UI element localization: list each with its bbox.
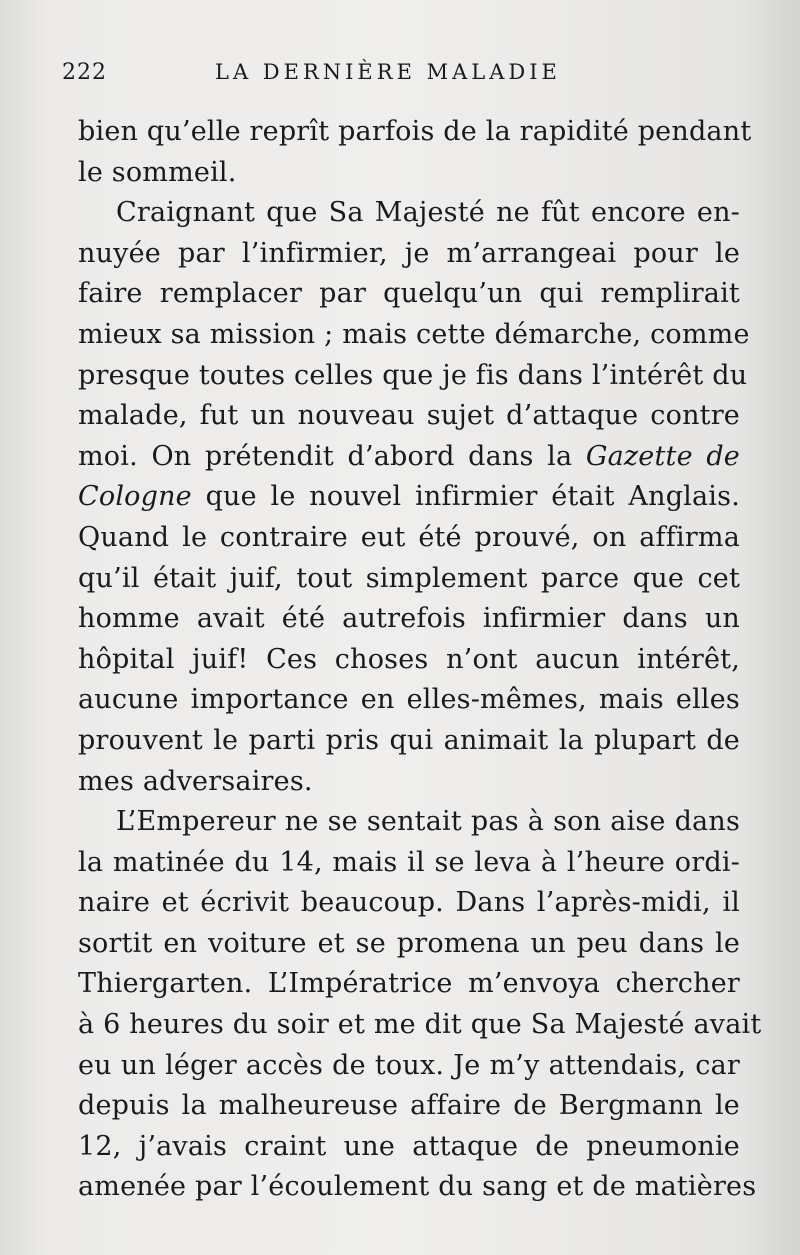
line-text: mes adversaires. — [78, 765, 313, 797]
line-text: à 6 heures du soir et me dit que Sa Majesté avait — [78, 1009, 762, 1041]
text-line — [78, 843, 740, 884]
text-line — [78, 112, 752, 153]
text-line — [78, 1046, 740, 1087]
line-text: prouvent le parti pris qui animait la plupart de — [78, 724, 740, 756]
text-line — [78, 356, 748, 397]
text-line — [78, 234, 740, 275]
text-line — [78, 964, 740, 1005]
line-text: Quand le contraire eut été prouvé, on affirma — [78, 521, 740, 553]
line-text: le sommeil. — [78, 156, 237, 188]
line-text: naire et écrivit beaucoup. Dans l’après-midi, il — [78, 887, 740, 919]
line-text: bien qu’elle reprît parfois de la rapidité pendant — [78, 116, 752, 147]
line-text: faire remplacer par quelqu’un qui remplirait — [78, 278, 740, 310]
line-text: la matinée du 14, mais il se leva à l’heure ordi- — [78, 846, 740, 878]
line-text: que le nouvel infirmier était Anglais. — [191, 481, 740, 513]
line-text: mieux sa mission ; mais cette démarche, comme — [78, 318, 750, 350]
line-text: Thiergarten. L’Impératrice m’envoya chercher — [78, 968, 740, 1000]
text-line — [78, 477, 740, 518]
text-line — [78, 274, 740, 315]
italic-text: Gazette de — [585, 440, 740, 472]
text-line — [78, 883, 740, 924]
text-line — [78, 1005, 762, 1046]
text-line — [78, 396, 740, 437]
page-number: 222 — [62, 60, 107, 85]
text-line — [78, 924, 740, 965]
text-line — [78, 640, 740, 681]
line-text: eu un léger accès de toux. Je m’y attendais, car — [78, 1049, 740, 1081]
running-head — [60, 60, 750, 90]
italic-text: Cologne — [78, 481, 192, 513]
text-line — [78, 193, 740, 234]
text-line — [78, 153, 740, 194]
text-line — [78, 1127, 740, 1168]
line-text: moi. On prétendit d’abord dans la — [78, 440, 586, 472]
line-text: aucune importance en elles-mêmes, mais elles — [78, 684, 740, 716]
text-line — [78, 721, 740, 762]
line-text: homme avait été autrefois infirmier dans un — [78, 603, 740, 635]
text-line — [78, 762, 740, 803]
line-text: Craignant que Sa Majesté ne fût encore en- — [116, 197, 740, 229]
line-text: nuyée par l’infirmier, je m’arrangeai pour le — [78, 237, 740, 269]
line-text: hôpital juif! Ces choses n’ont aucun intérêt, — [78, 643, 740, 675]
text-line — [78, 1086, 740, 1127]
text-line — [78, 680, 740, 721]
body-text — [78, 112, 762, 1208]
line-text: qu’il était juif, tout simplement parce que cet — [78, 562, 740, 594]
line-text: L’Empereur ne se sentait pas à son aise dans — [116, 806, 740, 838]
text-line — [78, 315, 750, 356]
line-text: amenée par l’écoulement du sang et de matières — [78, 1171, 757, 1203]
line-text: malade, fut un nouveau sujet d’attaque contre — [78, 400, 740, 432]
text-line — [78, 802, 740, 843]
text-line — [78, 599, 740, 640]
line-text: 12, j’avais craint une attaque de pneumonie — [78, 1130, 740, 1162]
running-title: LA DERNIÈRE MALADIE — [215, 60, 561, 84]
text-line — [78, 437, 740, 478]
line-text: sortit en voiture et se promena un peu dans le — [78, 927, 740, 959]
line-text: depuis la malheureuse affaire de Bergmann le — [78, 1090, 740, 1122]
line-text: presque toutes celles que je fis dans l’intérêt du — [78, 359, 748, 391]
text-line — [78, 518, 740, 559]
text-line — [78, 559, 740, 600]
text-line — [78, 1167, 757, 1208]
